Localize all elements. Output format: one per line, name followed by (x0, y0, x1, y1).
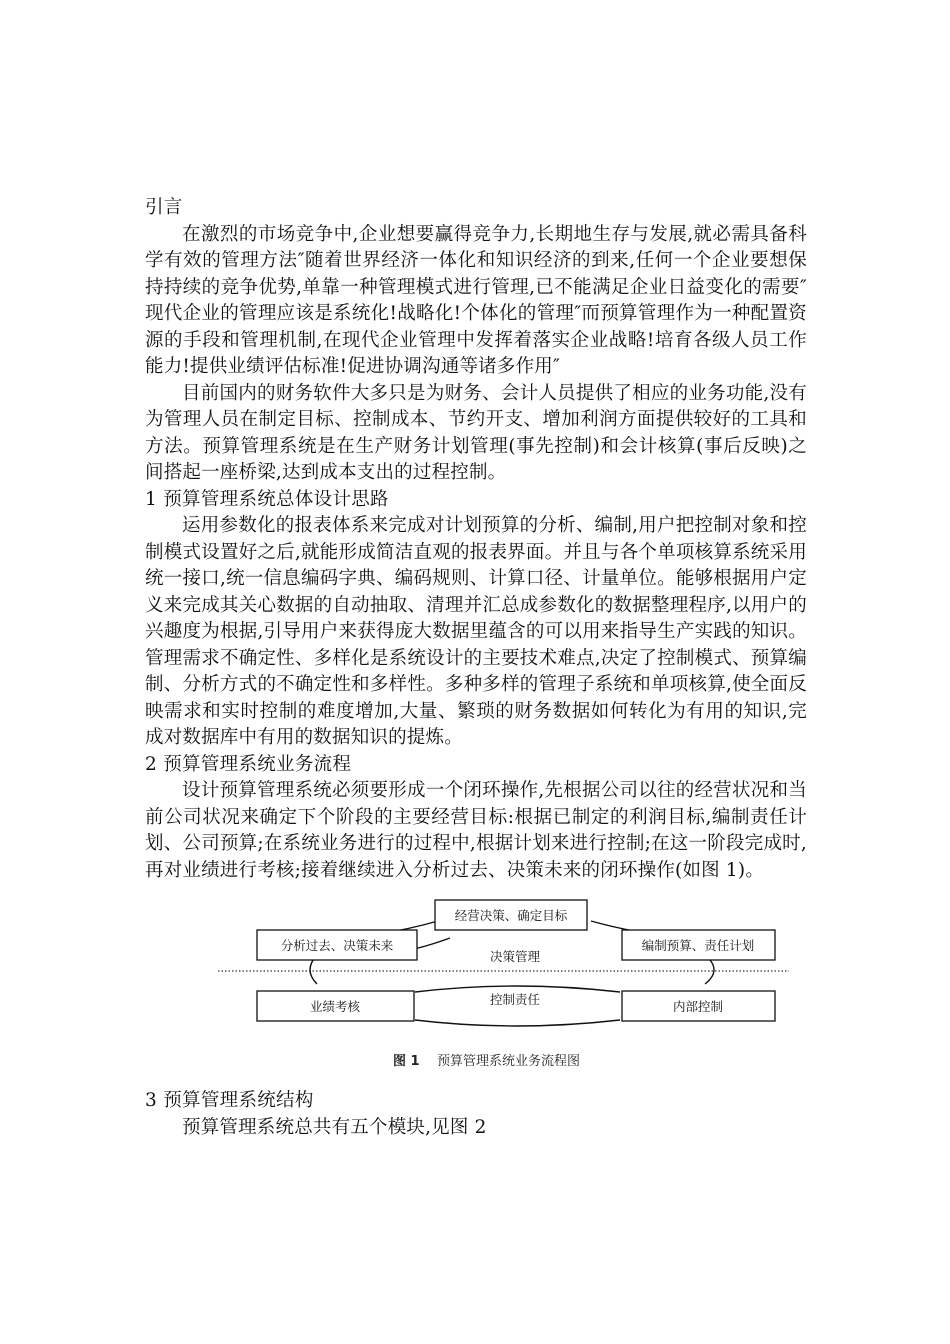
intro-paragraph-2: 目前国内的财务软件大多只是为财务、会计人员提供了相应的业务功能,没有为管理人员在制定目标、控制成本、节约开支、增加利润方面提供较好的工具和方法。预算管理系统是在生产财务计划管理(事先控制)和会计核算(事后反映)之间搭起一座桥梁,达到成本支出的过程控制。 (145, 382, 807, 483)
section1-paragraph-1: 运用参数化的报表体系来完成对计划预算的分析、编制,用户把控制对象和控制模式设置好之后,就能形成简洁直观的报表界面。并且与各个单项核算系统采用统一接口,统一信息编码字典、编码规则、计算口径、计量单位。能够根据用户定义来完成其关心数据的自动抽取、清理并汇总成参数化的数据整理程序,以用户的兴趣度为根据,引导用户来获得庞大数据里蕴含的可以用来指导生产实践的知识。管理需求不确定性、多样化是系统设计的主要技术难点,决定了控制模式、预算编制、分析方式的不确定性和多样性。多种多样的管理子系统和单项核算,使全面反映需求和实时控制的难度增加,大量、繁琐的财务数据如何转化为有用的知识,完成对数据库中有用的数据知识的提炼。 (145, 515, 807, 748)
section3-heading: 3 预算管理系统结构 (145, 1090, 314, 1111)
figure-caption-text: 预算管理系统业务流程图 (437, 1054, 581, 1069)
flowchart-svg (145, 898, 807, 1088)
section2-heading: 2 预算管理系统业务流程 (145, 753, 352, 775)
node-top-label: 经营决策、确定目标 (454, 908, 568, 923)
intro-heading: 引言 (145, 197, 183, 218)
intro-paragraph-1: 在激烈的市场竞争中,企业想要赢得竞争力,长期地生存与发展,就必需具备科学有效的管理方法″随着世界经济一体化和知识经济的到来,任何一个企业要想保持持续的竞争优势,单靠一种管理模式进行管理,已不能满足企业日益变化的需要″现代企业的管理应该是系统化!战略化!个体化的管理″而预算管理作为一种配置资源的手段和管理机制,在现代企业管理中发挥着落实企业战略!培育各级人员工作能力!提供业绩评估标准!促进协调沟通等诸多作用″ (145, 223, 807, 377)
node-left-lower-label: 业绩考核 (309, 999, 361, 1014)
upper-zone-label: 决策管理 (489, 949, 541, 964)
figure-1-flowchart (145, 898, 807, 1088)
node-right-upper-label: 编制预算、责任计划 (641, 938, 755, 953)
section2-paragraph-1: 设计预算管理系统必须要形成一个闭环操作,先根据公司以往的经营状况和当前公司状况来确定下个阶段的主要经营目标:根据已制定的利润目标,编制责任计划、公司预算;在系统业务进行的过程中,根据计划来进行控制;在这一阶段完成时,再对业绩进行考核;接着继续进入分析过去、决策未来的闭环操作(如图 1)。 (145, 780, 807, 881)
node-left-upper-label: 分析过去、决策未来 (280, 938, 394, 953)
figure-caption-number: 图 1 (393, 1054, 420, 1069)
section3-paragraph-1: 预算管理系统总共有五个模块,见图 2 (182, 1116, 487, 1138)
lower-zone-label: 控制责任 (489, 992, 541, 1007)
arc-lower-bottom (415, 1020, 620, 1026)
node-right-lower-label: 内部控制 (672, 999, 724, 1014)
document-page (145, 195, 807, 1141)
section1-heading: 1 预算管理系统总体设计思路 (145, 488, 389, 510)
